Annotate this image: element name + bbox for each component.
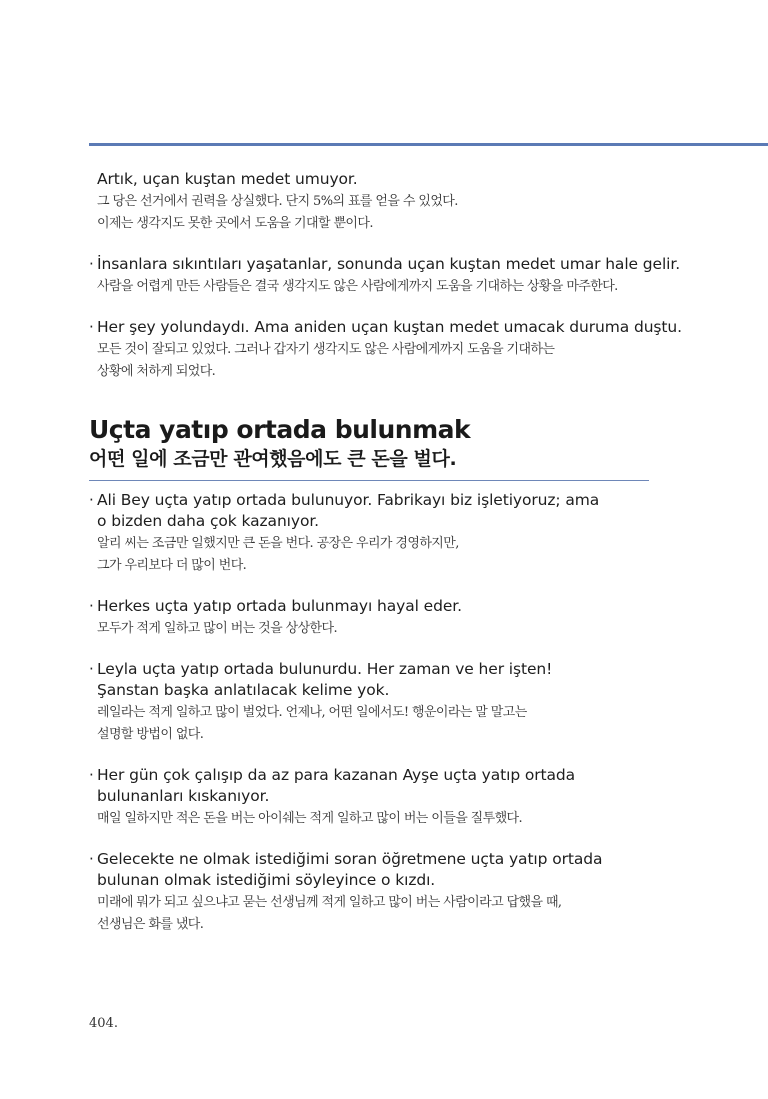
- example-korean: 레일라는 적게 일하고 많이 벌었다. 언제나, 어떤 일에서도! 행운이라는 말 말고는: [97, 705, 527, 720]
- bullet-mark: ·: [89, 255, 94, 273]
- example-turkish: Gelecekte ne olmak istediğimi soran öğretmene uçta yatıp ortada: [97, 850, 603, 868]
- intro-turkish: Artık, uçan kuştan medet umuyor.: [97, 170, 358, 188]
- example-korean: 선생님은 화를 냈다.: [97, 917, 204, 932]
- example-entry: [89, 596, 689, 639]
- example-turkish: Her şey yolundaydı. Ama aniden uçan kuştan medet umacak duruma duştu.: [97, 318, 682, 336]
- intro-korean-line-1: 그 당은 선거에서 권력을 상실했다. 단지 5%의 표를 얻을 수 있었다.: [97, 194, 458, 209]
- example-turkish: bulunan olmak istediğimi söyleyince o kızdı.: [97, 871, 436, 889]
- example-korean: 미래에 뭐가 되고 싶으냐고 묻는 선생님께 적게 일하고 많이 버는 사람이라고 답했을 때,: [97, 895, 562, 910]
- bullet-mark: ·: [89, 491, 94, 509]
- example-turkish: o bizden daha çok kazanıyor.: [97, 512, 320, 530]
- example-turkish: Ali Bey uçta yatıp ortada bulunuyor. Fabrikayı biz işletiyoruz; ama: [97, 491, 600, 509]
- example-turkish: İnsanlara sıkıntıları yaşatanlar, sonunda uçan kuştan medet umar hale gelir.: [97, 255, 681, 273]
- example-turkish: Herkes uçta yatıp ortada bulunmayı hayal eder.: [97, 597, 462, 615]
- bullet-mark: ·: [89, 766, 94, 784]
- bullet-mark: ·: [89, 597, 94, 615]
- bullet-mark: ·: [89, 660, 94, 678]
- example-korean: 모든 것이 잘되고 있었다. 그러나 갑자기 생각지도 않은 사람에게까지 도움을 기대하는: [97, 342, 555, 357]
- header-rule: [89, 143, 768, 146]
- example-entry: [89, 849, 689, 935]
- example-korean: 모두가 적게 일하고 많이 버는 것을 상상한다.: [97, 621, 337, 636]
- section-rule: [89, 480, 649, 481]
- section-subtitle: 어떤 일에 조금만 관여했음에도 큰 돈을 벌다.: [89, 448, 457, 470]
- example-entry: [89, 490, 689, 576]
- example-korean: 그가 우리보다 더 많이 번다.: [97, 558, 247, 573]
- example-korean: 매일 일하지만 적은 돈을 버는 아이쉐는 적게 일하고 많이 버는 이들을 질투했다.: [97, 811, 523, 826]
- section-title: Uçta yatıp ortada bulunmak: [89, 415, 471, 444]
- example-turkish: Leyla uçta yatıp ortada bulunurdu. Her zaman ve her işten!: [97, 660, 553, 678]
- bullet-mark: ·: [89, 850, 94, 868]
- example-korean: 알리 씨는 조금만 일했지만 큰 돈을 번다. 공장은 우리가 경영하지만,: [97, 536, 459, 551]
- intro-entry: [89, 169, 689, 234]
- intro-korean-line-2: 이제는 생각지도 못한 곳에서 도움을 기대할 뿐이다.: [97, 216, 373, 231]
- example-turkish: Her gün çok çalışıp da az para kazanan Ayşe uçta yatıp ortada: [97, 766, 576, 784]
- example-korean: 상황에 처하게 되었다.: [97, 364, 216, 379]
- bullet-mark: ·: [89, 318, 94, 336]
- example-entry: [89, 317, 689, 382]
- example-turkish: Şanstan başka anlatılacak kelime yok.: [97, 681, 390, 699]
- example-korean: 설명할 방법이 없다.: [97, 727, 204, 742]
- example-turkish: bulunanları kıskanıyor.: [97, 787, 270, 805]
- example-entry: [89, 765, 689, 829]
- section-heading: [89, 415, 689, 481]
- page-content: [89, 169, 689, 955]
- example-entry: [89, 254, 689, 297]
- example-entry: [89, 659, 689, 745]
- example-korean: 사람을 어렵게 만든 사람들은 결국 생각지도 않은 사람에게까지 도움을 기대하는 상황을 마주한다.: [97, 279, 618, 294]
- page-number: 404.: [89, 1016, 118, 1031]
